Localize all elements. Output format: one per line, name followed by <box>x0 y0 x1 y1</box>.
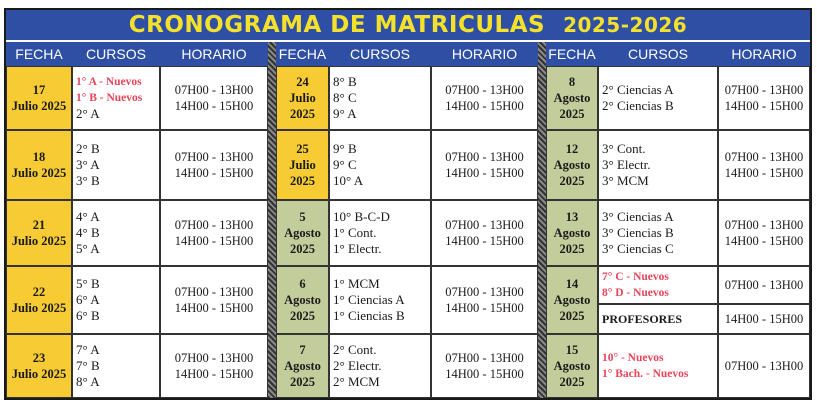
courses-cell <box>598 304 718 334</box>
hours-item: 07H00 - 13H00 <box>174 150 254 164</box>
header-fecha: FECHA <box>548 46 596 62</box>
course-item: 2° Ciencias A <box>602 82 674 97</box>
date-cell <box>276 130 329 200</box>
courses-cell <box>598 200 718 266</box>
course-item: 7° A <box>76 342 100 357</box>
date-text: 2025 <box>290 174 315 188</box>
date-text: 8 <box>568 75 576 89</box>
date-text: 23 <box>32 351 46 365</box>
date-cell <box>6 334 72 398</box>
course-item: 8° B <box>333 74 357 89</box>
course-item: 5° A <box>76 241 100 256</box>
hours-item: 14H00 - 15H00 <box>174 234 254 248</box>
hours-cell <box>160 66 268 130</box>
page-title <box>6 10 810 40</box>
courses-cell <box>329 266 431 334</box>
date-cell <box>546 130 598 200</box>
header-cursos: CURSOS <box>628 46 688 62</box>
date-text: Agosto <box>284 226 321 240</box>
hours-item: 14H00 - 15H00 <box>445 99 524 113</box>
hours-item: 14H00 - 15H00 <box>445 367 524 381</box>
courses-cell <box>72 200 160 266</box>
header-cursos: CURSOS <box>86 46 146 62</box>
hours-cell <box>718 334 810 398</box>
date-text: 22 <box>32 285 46 299</box>
course-item: 3° A <box>76 157 100 172</box>
date-text: 13 <box>565 210 579 224</box>
courses-cell <box>329 334 431 398</box>
hours-cell <box>718 304 810 334</box>
title-year: 2025-2026 <box>563 13 688 37</box>
course-item: 1° Ciencias B <box>333 308 405 323</box>
hours-item: 07H00 - 13H00 <box>445 83 524 97</box>
courses-cell <box>72 266 160 334</box>
hours-item: 07H00 - 13H00 <box>724 278 804 292</box>
date-text: 14 <box>565 277 579 291</box>
date-cell <box>546 266 598 334</box>
header-fecha: FECHA <box>278 46 327 62</box>
course-item: 7° B <box>76 358 100 373</box>
date-text: 2025 <box>559 375 585 389</box>
date-cell <box>276 200 329 266</box>
date-cell <box>546 66 598 130</box>
hours-cell <box>431 200 538 266</box>
course-item: 4° B <box>76 225 100 240</box>
hours-cell <box>718 130 810 200</box>
course-item: 3° MCM <box>602 173 649 188</box>
course-item: 9° C <box>333 157 357 172</box>
courses-cell <box>598 334 718 398</box>
hours-item: 14H00 - 15H00 <box>724 234 804 248</box>
date-cell <box>6 200 72 266</box>
hours-item: 07H00 - 13H00 <box>174 218 254 232</box>
hours-item: 14H00 - 15H00 <box>445 301 524 315</box>
course-item: 1° Cont. <box>333 225 377 240</box>
schedule-table <box>4 8 812 400</box>
course-item: 3° Ciencias C <box>602 241 674 256</box>
course-item: 1° Bach. - Nuevos <box>602 368 689 380</box>
date-text: 2025 <box>559 242 585 256</box>
hours-cell <box>160 130 268 200</box>
date-cell <box>276 266 329 334</box>
date-text: 2025 <box>559 107 585 121</box>
date-cell <box>6 266 72 334</box>
hours-item: 07H00 - 13H00 <box>174 83 254 97</box>
courses-cell <box>598 66 718 130</box>
course-item: 1° B - Nuevos <box>76 92 143 104</box>
courses-cell <box>329 200 431 266</box>
date-cell <box>6 130 72 200</box>
course-item: 2° A <box>76 106 100 121</box>
courses-cell <box>598 130 718 200</box>
course-item: 3° B <box>76 173 100 188</box>
date-text: Julio 2025 <box>11 166 67 180</box>
course-item: 4° A <box>76 209 100 224</box>
course-item: 5° B <box>76 276 100 291</box>
date-text: 7 <box>299 343 306 357</box>
header-group-1 <box>6 42 268 66</box>
date-text: 6 <box>299 277 306 291</box>
date-text: Julio <box>289 158 316 172</box>
hours-cell <box>431 130 538 200</box>
date-text: 12 <box>565 142 579 156</box>
column-separator <box>268 42 276 398</box>
hours-item: 07H00 - 13H00 <box>445 351 524 365</box>
date-text: Julio 2025 <box>11 234 67 248</box>
hours-item: 07H00 - 13H00 <box>724 359 804 373</box>
hours-item: 14H00 - 15H00 <box>174 367 254 381</box>
date-text: Julio 2025 <box>11 367 67 381</box>
course-item: 1° Ciencias A <box>333 292 405 307</box>
course-item: 2° B <box>76 141 100 156</box>
course-item: 3° Electr. <box>602 157 651 172</box>
date-text: 25 <box>296 142 309 156</box>
course-item: 7° C - Nuevos <box>602 271 669 283</box>
course-item: 10° B-C-D <box>333 209 390 224</box>
course-item: 3° Ciencias A <box>602 209 674 224</box>
date-text: 2025 <box>290 375 315 389</box>
hours-item: 07H00 - 13H00 <box>724 150 804 164</box>
date-text: 2025 <box>290 242 315 256</box>
date-text: 18 <box>32 150 46 164</box>
date-cell <box>546 200 598 266</box>
course-item: 1° A - Nuevos <box>76 76 142 88</box>
hours-item: 07H00 - 13H00 <box>724 83 804 97</box>
course-item: 9° A <box>333 106 357 121</box>
course-item: 1° Electr. <box>333 241 382 256</box>
course-item: 9° B <box>333 141 357 156</box>
hours-item: 14H00 - 15H00 <box>174 99 254 113</box>
hours-cell <box>431 334 538 398</box>
date-text: Agosto <box>553 293 591 307</box>
date-text: Agosto <box>553 158 591 172</box>
date-text: 15 <box>565 343 579 357</box>
hours-cell <box>718 266 810 304</box>
date-text: Julio 2025 <box>11 301 67 315</box>
hours-item: 07H00 - 13H00 <box>445 218 524 232</box>
course-item: 6° B <box>76 308 100 323</box>
courses-cell <box>72 334 160 398</box>
courses-cell <box>329 130 431 200</box>
date-text: Agosto <box>553 359 591 373</box>
course-item: 2° MCM <box>333 374 380 389</box>
hours-item: 14H00 - 15H00 <box>445 166 524 180</box>
date-cell <box>276 66 329 130</box>
course-item: 6° A <box>76 292 100 307</box>
header-cursos: CURSOS <box>350 46 410 62</box>
date-text: Agosto <box>284 293 321 307</box>
hours-item: 07H00 - 13H00 <box>174 351 254 365</box>
header-horario: HORARIO <box>181 46 247 62</box>
date-text: 2025 <box>559 309 585 323</box>
date-text: Agosto <box>284 359 321 373</box>
date-text: Julio <box>289 91 316 105</box>
hours-item: 07H00 - 13H00 <box>174 285 254 299</box>
course-item: 3° Ciencias B <box>602 225 674 240</box>
hours-item: 14H00 - 15H00 <box>724 312 804 326</box>
column-separator <box>538 42 546 398</box>
courses-cell <box>598 266 718 304</box>
courses-cell <box>72 130 160 200</box>
hours-item: 14H00 - 15H00 <box>174 301 254 315</box>
hours-item: 14H00 - 15H00 <box>445 234 524 248</box>
hours-cell <box>160 266 268 334</box>
course-item: 2° Cont. <box>333 342 377 357</box>
courses-cell <box>329 66 431 130</box>
hours-cell <box>160 200 268 266</box>
date-text: Agosto <box>553 226 591 240</box>
date-text: 21 <box>32 218 46 232</box>
course-item: 3° Cont. <box>602 141 646 156</box>
hours-item: 14H00 - 15H00 <box>724 166 804 180</box>
courses-cell <box>72 66 160 130</box>
title-main: CRONOGRAMA DE MATRICULAS <box>128 12 546 38</box>
header-group-3 <box>546 42 810 66</box>
date-text: 17 <box>32 83 46 97</box>
course-item: 8° D - Nuevos <box>602 287 669 299</box>
date-cell <box>6 66 72 130</box>
date-text: 2025 <box>290 107 315 121</box>
date-cell <box>276 334 329 398</box>
course-item: 1° MCM <box>333 276 380 291</box>
hours-item: 14H00 - 15H00 <box>724 99 804 113</box>
hours-cell <box>718 200 810 266</box>
header-fecha: FECHA <box>15 46 63 62</box>
date-text: 2025 <box>559 174 585 188</box>
hours-item: 14H00 - 15H00 <box>174 166 254 180</box>
date-text: 24 <box>296 75 309 89</box>
course-item: 8° A <box>76 374 100 389</box>
header-horario: HORARIO <box>731 46 797 62</box>
hours-item: 07H00 - 13H00 <box>445 150 524 164</box>
hours-item: 07H00 - 13H00 <box>724 218 804 232</box>
date-cell <box>546 334 598 398</box>
hours-cell <box>431 66 538 130</box>
course-item: 2° Ciencias B <box>602 98 674 113</box>
course-item: 8° C <box>333 90 357 105</box>
profesores-label: PROFESORES <box>602 312 683 326</box>
date-text: 2025 <box>290 309 315 323</box>
course-item: 10° - Nuevos <box>602 352 664 364</box>
date-text: Julio 2025 <box>11 99 67 113</box>
course-item: 2° Electr. <box>333 358 382 373</box>
date-text: 5 <box>299 210 306 224</box>
header-group-2 <box>276 42 538 66</box>
hours-cell <box>431 266 538 334</box>
course-item: 10° A <box>333 173 364 188</box>
hours-item: 07H00 - 13H00 <box>445 285 524 299</box>
header-horario: HORARIO <box>451 46 518 62</box>
hours-cell <box>718 66 810 130</box>
hours-cell <box>160 334 268 398</box>
date-text: Agosto <box>553 91 591 105</box>
